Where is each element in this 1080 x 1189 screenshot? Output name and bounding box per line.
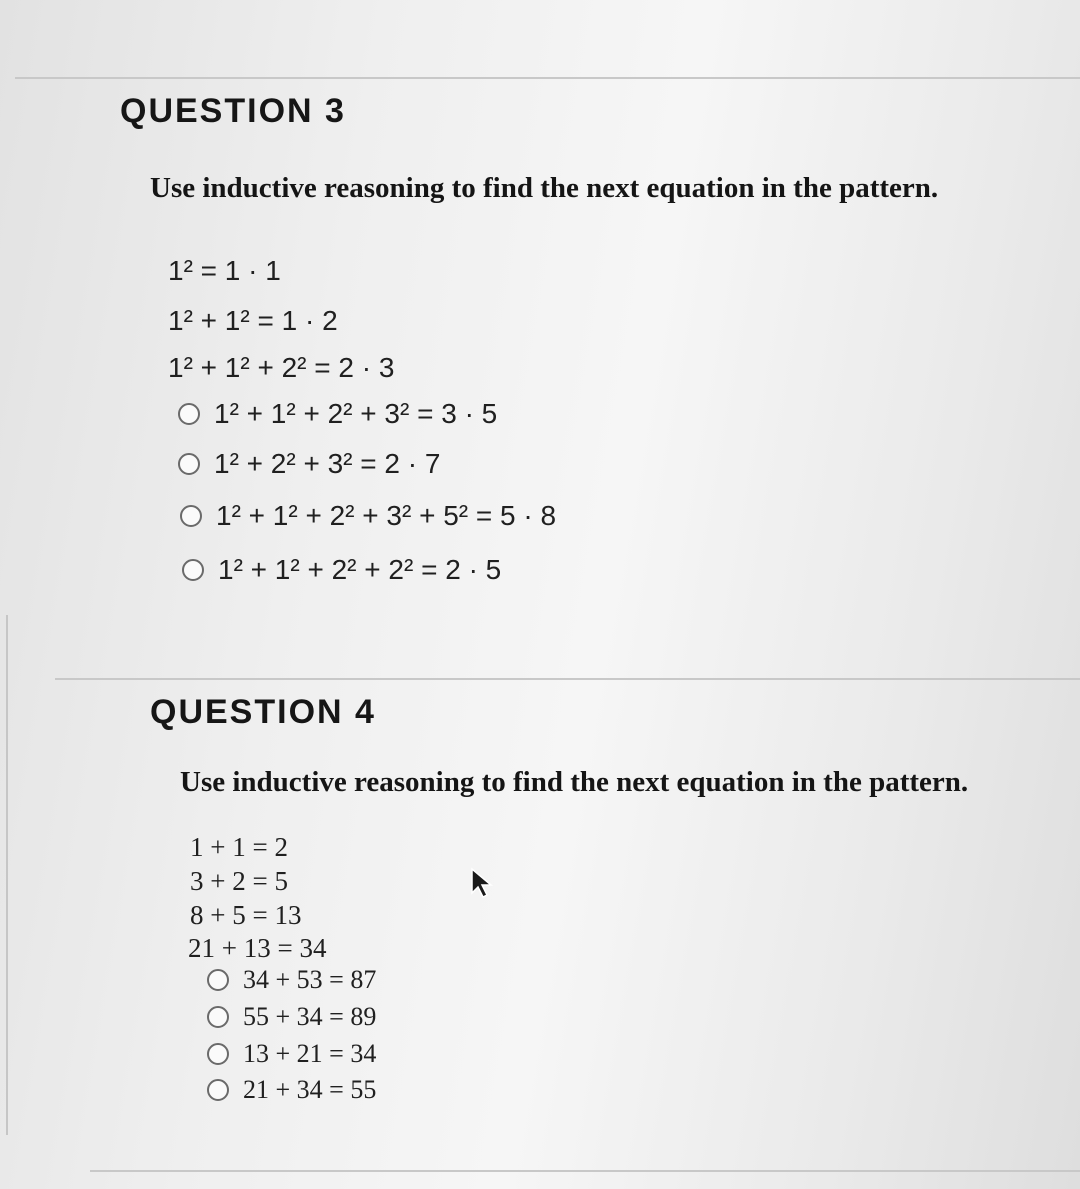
answer-option-label: 1² + 1² + 2² + 2² = 2 · 5 — [218, 554, 502, 585]
radio-button[interactable] — [207, 1079, 229, 1101]
answer-option[interactable] — [207, 1002, 376, 1032]
pattern-line: 3 + 2 = 5 — [190, 866, 288, 896]
answer-option[interactable] — [207, 1039, 376, 1069]
question-3-prompt: Use inductive reasoning to find the next equation in the pattern. — [150, 172, 939, 204]
pattern-line: 1² + 1² + 2² = 2 · 3 — [168, 352, 395, 383]
divider — [55, 678, 1080, 680]
answer-option-label: 55 + 34 = 89 — [243, 1002, 377, 1031]
question-4-prompt: Use inductive reasoning to find the next equation in the pattern. — [180, 766, 969, 798]
divider — [90, 1170, 1080, 1172]
mouse-pointer-icon — [470, 867, 496, 899]
radio-button[interactable] — [180, 505, 202, 527]
divider — [15, 77, 1080, 79]
radio-button[interactable] — [178, 403, 200, 425]
pattern-line: 1² + 1² = 1 · 2 — [168, 305, 338, 336]
question-4-title: QUESTION 4 — [150, 693, 376, 731]
answer-option[interactable] — [207, 1075, 376, 1105]
answer-option[interactable] — [207, 965, 376, 995]
pattern-line: 1 + 1 = 2 — [190, 832, 288, 862]
answer-option[interactable] — [182, 554, 501, 586]
answer-option[interactable] — [180, 500, 556, 532]
radio-button[interactable] — [182, 559, 204, 581]
pattern-line: 8 + 5 = 13 — [190, 900, 302, 930]
radio-button[interactable] — [207, 1006, 229, 1028]
answer-option-label: 1² + 2² + 3² = 2 · 7 — [214, 448, 441, 479]
answer-option[interactable] — [178, 448, 440, 480]
answer-option-label: 1² + 1² + 2² + 3² + 5² = 5 · 8 — [216, 500, 557, 531]
pattern-line: 21 + 13 = 34 — [188, 933, 327, 963]
radio-button[interactable] — [178, 453, 200, 475]
radio-button[interactable] — [207, 969, 229, 991]
answer-option-label: 21 + 34 = 55 — [243, 1075, 377, 1104]
radio-button[interactable] — [207, 1043, 229, 1065]
answer-option-label: 1² + 1² + 2² + 3² = 3 · 5 — [214, 398, 498, 429]
answer-option[interactable] — [178, 398, 497, 430]
pattern-line: 1² = 1 · 1 — [168, 255, 281, 286]
question-3-title: QUESTION 3 — [120, 92, 346, 130]
panel-edge — [0, 615, 8, 1135]
answer-option-label: 34 + 53 = 87 — [243, 965, 377, 994]
answer-option-label: 13 + 21 = 34 — [243, 1039, 377, 1068]
